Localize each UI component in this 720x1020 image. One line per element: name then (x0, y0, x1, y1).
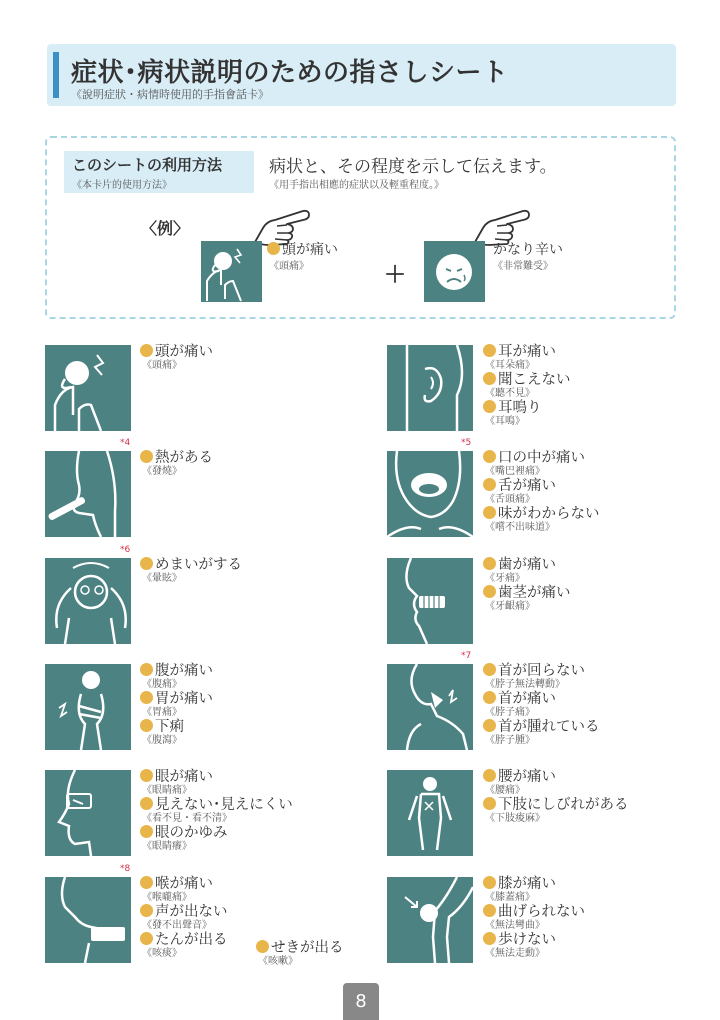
symptom-cough (256, 940, 344, 968)
bullet-dot (140, 450, 153, 463)
usage-description-sub: 《用手指出相應的症狀以及輕重程度。》 (269, 180, 444, 191)
page-number: 8 (343, 983, 379, 1020)
mouth-icon (387, 451, 473, 537)
symptom-label: 下肢にしびれがある (483, 797, 629, 813)
bullet-dot (483, 691, 496, 704)
example1-subtext: 《頭痛》 (269, 261, 309, 272)
stomachache-icon (45, 664, 131, 750)
bullet-dot (140, 719, 153, 732)
bullet-dot (267, 242, 280, 255)
symptom-translation: 《發不出聲音》 (142, 920, 212, 931)
symptom-label: 眼のかゆみ (140, 825, 293, 841)
symptom-translation: 《舌頭痛》 (485, 494, 535, 505)
bullet-dot (483, 904, 496, 917)
example2-subtext: 《非常難受》 (493, 261, 553, 272)
symptom-label: 舌が痛い (483, 478, 600, 494)
symptom-translation: 《耳朵痛》 (485, 360, 535, 371)
bullet-dot (140, 691, 153, 704)
eye-icon (45, 770, 131, 856)
symptom-group-throat (140, 876, 228, 960)
symptom-label: 眼が痛い (140, 769, 293, 785)
symptom-label: 口の中が痛い (483, 450, 600, 466)
symptom-translation: 《咳嗽》 (258, 956, 298, 967)
thermometer-icon (45, 451, 131, 537)
footnote-marker: *6 (120, 545, 131, 555)
bullet-dot (483, 876, 496, 889)
symptom-group-ear (483, 344, 571, 428)
page-subtitle: 《說明症狀・病情時使用的手指會話卡》 (71, 88, 269, 101)
symptom-translation: 《胃痛》 (142, 707, 182, 718)
symptom-group-teeth (483, 557, 571, 613)
symptom-label: めまいがする (140, 557, 242, 573)
headache-icon (45, 345, 131, 431)
symptom-translation: 《暈眩》 (142, 573, 182, 584)
footnote-marker: *4 (120, 438, 131, 448)
bullet-dot (483, 797, 496, 810)
symptom-translation: 《腹痛》 (142, 679, 182, 690)
example1-text: 頭が痛い (267, 239, 338, 259)
header-accent-bar (53, 52, 59, 98)
usage-box (45, 136, 676, 319)
bullet-dot (483, 372, 496, 385)
symptom-translation: 《腹瀉》 (142, 735, 182, 746)
knee-icon (387, 877, 473, 963)
symptom-label: 頭が痛い (140, 344, 213, 360)
bullet-dot (483, 557, 496, 570)
symptom-label: せきが出る (256, 940, 344, 956)
symptom-label: 喉が痛い (140, 876, 228, 892)
symptom-translation: 《咳痰》 (142, 948, 182, 959)
bullet-dot (483, 769, 496, 782)
page-header (47, 44, 676, 106)
symptom-label: 聞こえない (483, 372, 571, 388)
symptom-group-dizziness (140, 557, 242, 585)
symptom-label: 見えない･見えにくい (140, 797, 293, 813)
symptom-translation: 《脖子痛》 (485, 707, 535, 718)
bullet-dot (483, 400, 496, 413)
symptom-group-mouth (483, 450, 600, 534)
symptom-label: 首が痛い (483, 691, 600, 707)
symptom-translation: 《膝蓋痛》 (485, 892, 535, 903)
symptom-label: 耳鳴り (483, 400, 571, 416)
usage-description: 病状と、その程度を示して伝えます。 (269, 157, 557, 177)
footnote-marker: *8 (120, 864, 131, 874)
symptom-label: 声が出ない (140, 904, 228, 920)
symptom-label: 耳が痛い (483, 344, 571, 360)
bullet-dot (140, 904, 153, 917)
footnote-marker: *5 (461, 438, 472, 448)
example-label: 〈例〉 (141, 219, 190, 238)
dizziness-icon (45, 558, 131, 644)
symptom-group-back (483, 769, 629, 825)
symptom-label: 歯が痛い (483, 557, 571, 573)
bullet-dot (483, 344, 496, 357)
bullet-dot (140, 932, 153, 945)
bullet-dot (140, 344, 153, 357)
bullet-dot (140, 557, 153, 570)
symptom-translation: 《看不見・看不清》 (142, 813, 232, 824)
symptom-translation: 《眼睛痛》 (142, 785, 192, 796)
bullet-dot (483, 932, 496, 945)
bullet-dot (483, 506, 496, 519)
symptom-translation: 《下肢痠麻》 (485, 813, 545, 824)
symptom-translation: 《嘴巴裡痛》 (485, 466, 545, 477)
ear-icon (387, 345, 473, 431)
symptom-label: 曲げられない (483, 904, 585, 920)
symptom-translation: 《無法走動》 (485, 948, 545, 959)
symptom-translation: 《腰痛》 (485, 785, 525, 796)
plus-sign: ＋ (384, 263, 407, 288)
symptom-translation: 《耳鳴》 (485, 416, 525, 427)
backache-icon (387, 770, 473, 856)
bullet-dot (140, 797, 153, 810)
symptom-label: 腰が痛い (483, 769, 629, 785)
bullet-dot (483, 663, 496, 676)
usage-label (64, 151, 254, 193)
symptom-translation: 《發燒》 (142, 466, 182, 477)
symptom-label: 歩けない (483, 932, 585, 948)
bullet-dot (483, 719, 496, 732)
symptom-label: 歯茎が痛い (483, 585, 571, 601)
usage-label-subtitle: 《本卡片的使用方法》 (72, 180, 172, 191)
symptom-group-headache (140, 344, 213, 372)
example2-text: かなり辛い (493, 242, 563, 258)
symptom-label: 首が回らない (483, 663, 600, 679)
symptom-translation: 《喉嚨痛》 (142, 892, 192, 903)
symptom-label: 下痢 (140, 719, 213, 735)
symptom-group-eye (140, 769, 293, 853)
symptom-translation: 《牙齦痛》 (485, 601, 535, 612)
symptom-label: 膝が痛い (483, 876, 585, 892)
bullet-dot (140, 876, 153, 889)
symptom-translation: 《聽不見》 (485, 388, 535, 399)
neck-icon (387, 664, 473, 750)
example-headache-image (201, 241, 262, 302)
symptom-group-stomach (140, 663, 213, 747)
symptom-translation: 《頭痛》 (142, 360, 182, 371)
symptom-translation: 《嚐不出味道》 (485, 522, 555, 533)
page-title: 症状･病状説明のための指さしシート (71, 58, 509, 88)
symptom-label: 胃が痛い (140, 691, 213, 707)
symptom-group-neck (483, 663, 600, 747)
example-sad-face-image (424, 241, 485, 302)
bullet-dot (483, 450, 496, 463)
bullet-dot (140, 769, 153, 782)
bullet-dot (483, 478, 496, 491)
symptom-group-fever (140, 450, 213, 478)
symptom-translation: 《牙痛》 (485, 573, 525, 584)
footnote-marker: *7 (461, 651, 472, 661)
bullet-dot (256, 940, 269, 953)
bullet-dot (483, 585, 496, 598)
symptom-label: 味がわからない (483, 506, 600, 522)
symptom-translation: 《脖子無法轉動》 (485, 679, 565, 690)
symptom-label: たんが出る (140, 932, 228, 948)
bullet-dot (140, 663, 153, 676)
symptom-group-knee (483, 876, 585, 960)
bullet-dot (140, 825, 153, 838)
teeth-icon (387, 558, 473, 644)
symptom-label: 熱がある (140, 450, 213, 466)
usage-label-title: このシートの利用方法 (72, 156, 223, 174)
symptom-label: 腹が痛い (140, 663, 213, 679)
throat-icon (45, 877, 131, 963)
symptom-translation: 《脖子腫》 (485, 735, 535, 746)
symptom-label: 首が腫れている (483, 719, 600, 735)
symptom-translation: 《無法彎曲》 (485, 920, 545, 931)
symptom-translation: 《眼睛癢》 (142, 841, 192, 852)
